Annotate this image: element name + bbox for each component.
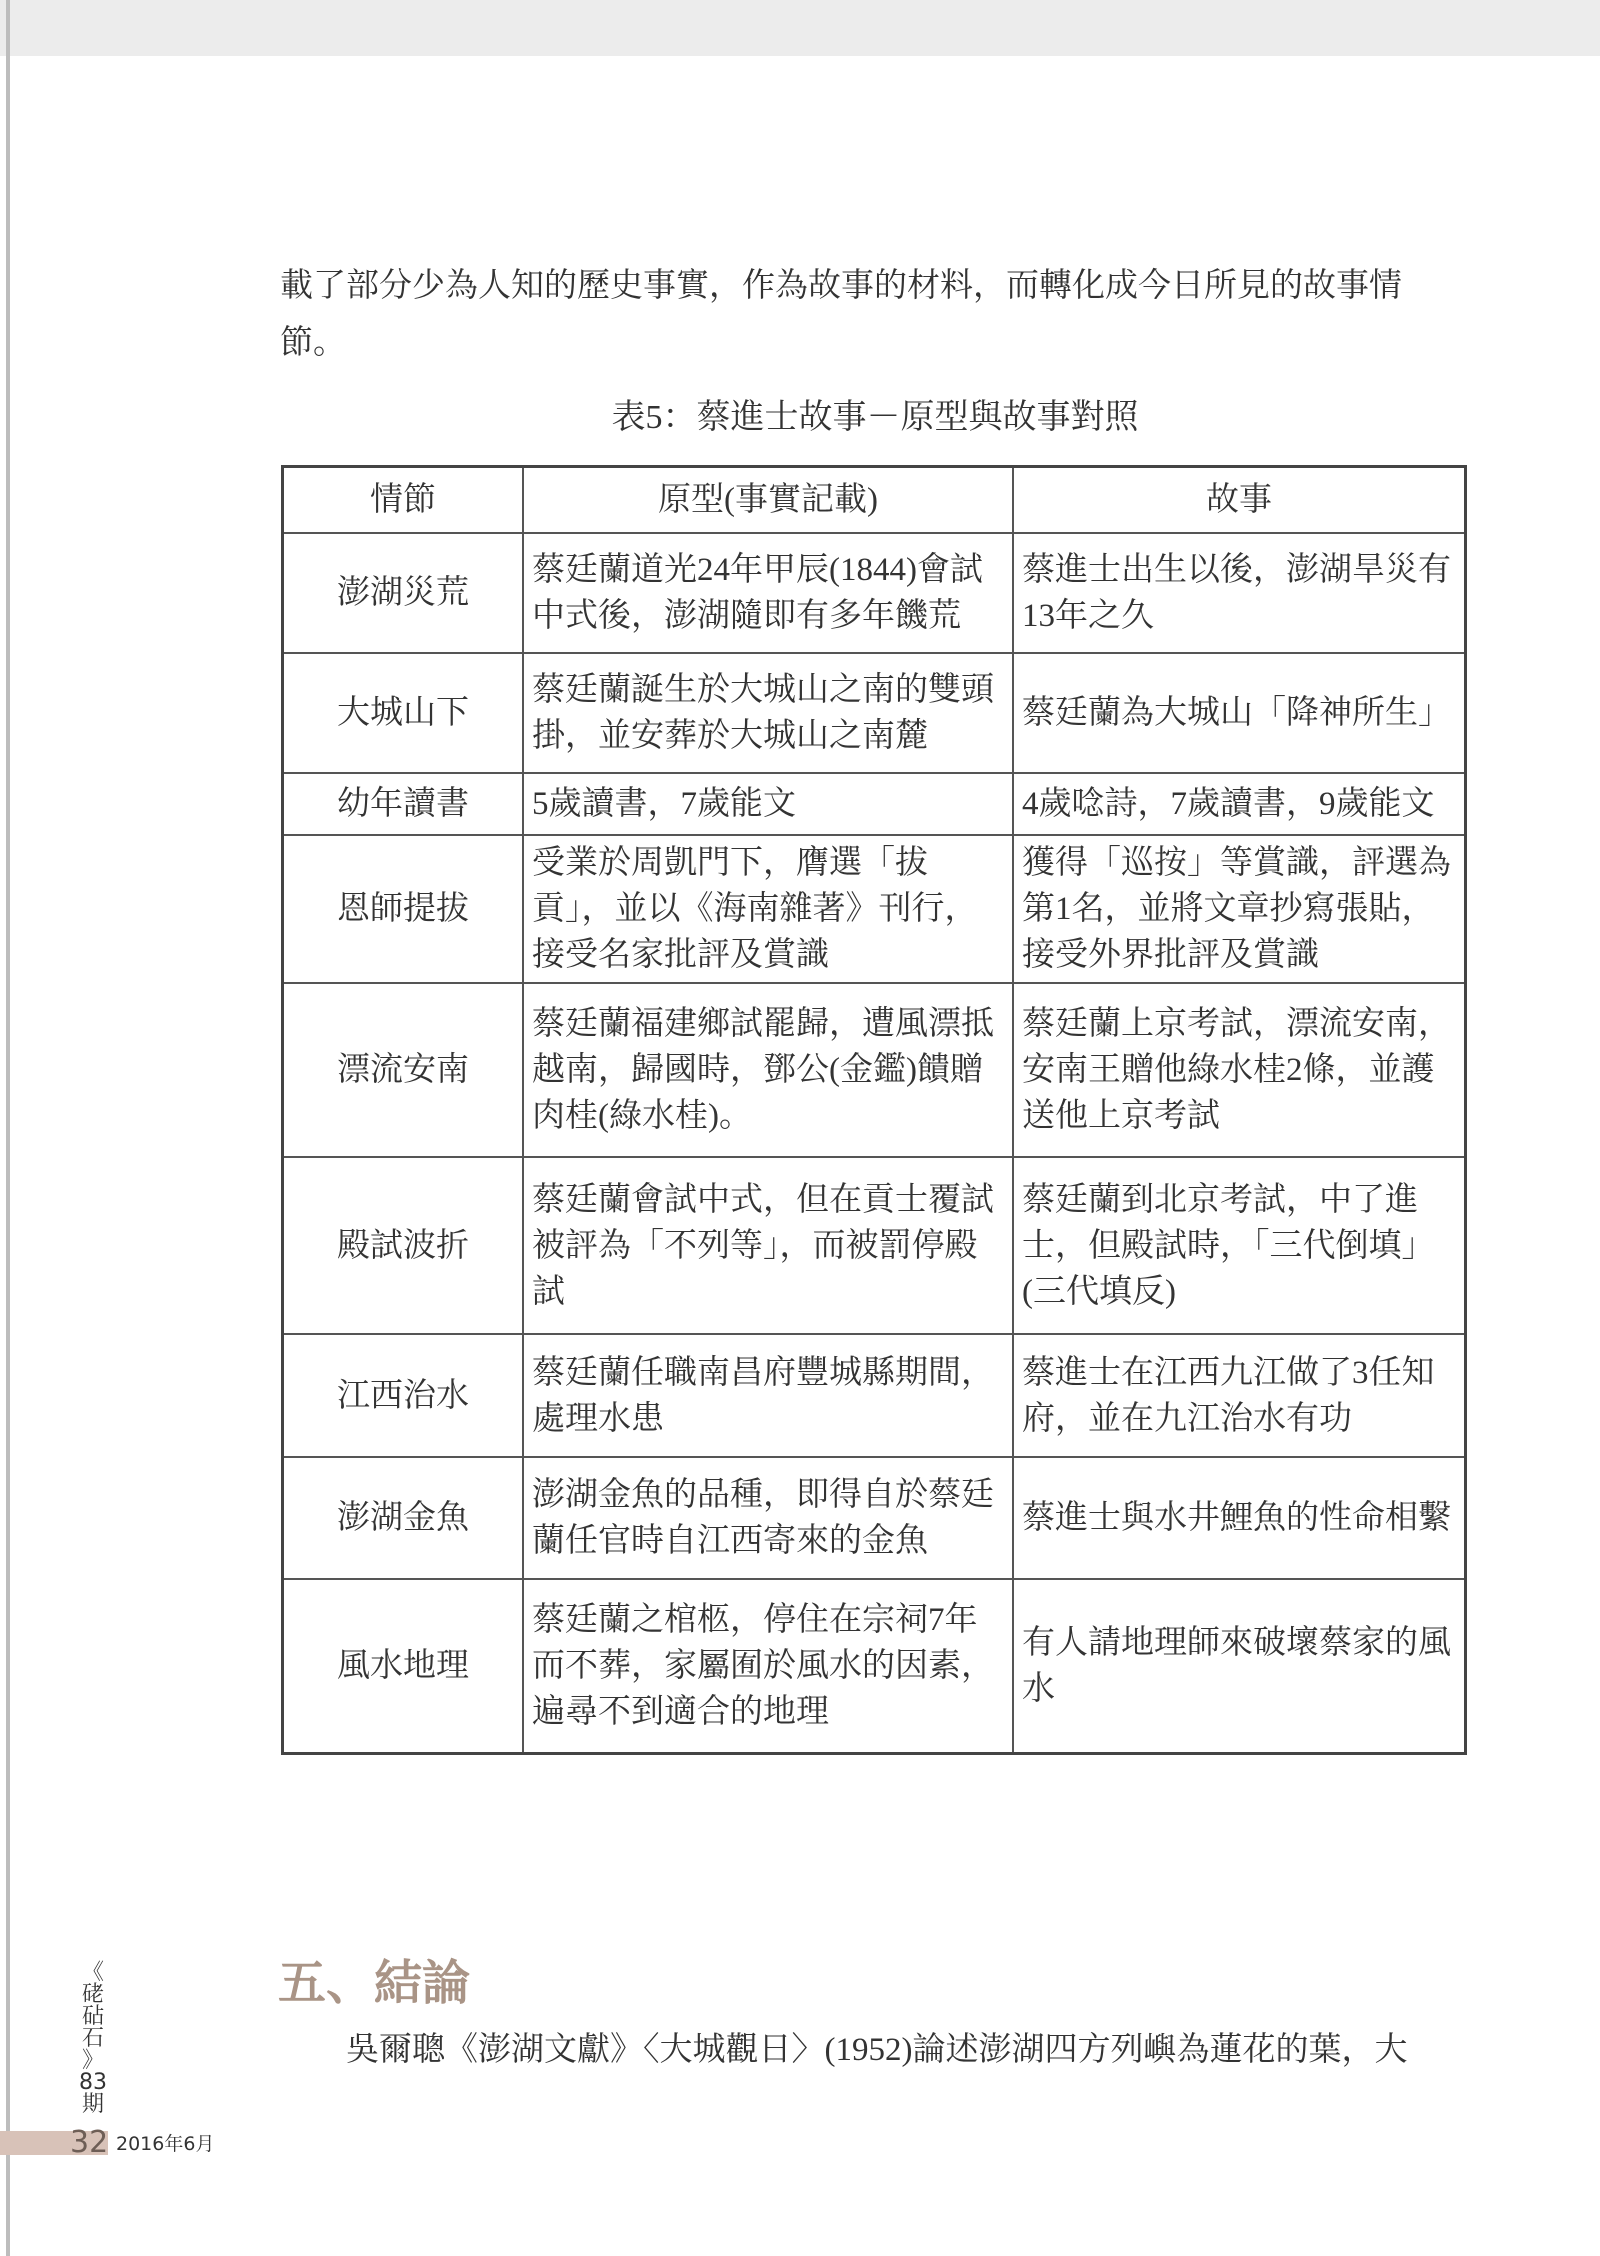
table-caption: 表5：蔡進士故事－原型與故事對照 bbox=[611, 399, 1139, 436]
vertical-char: 期 bbox=[81, 2092, 104, 2117]
cell-plot: 大城山下 bbox=[283, 653, 524, 773]
table-row bbox=[283, 653, 1466, 773]
scan-left-edge bbox=[6, 0, 10, 2256]
cell-prototype: 5歲讀書，7歲能文 bbox=[523, 773, 1013, 835]
vertical-char: 石 bbox=[81, 2026, 104, 2051]
table-row bbox=[283, 1157, 1466, 1334]
intro-line: 節。 bbox=[280, 325, 346, 361]
cell-story: 獲得「巡按」等賞識，評選為第1名，並將文章抄寫張貼，接受外界批評及賞識 bbox=[1013, 835, 1466, 983]
table-header-row bbox=[283, 467, 1466, 534]
section-heading: 五、結論 bbox=[278, 1955, 471, 2011]
cell-story: 有人請地理師來破壞蔡家的風水 bbox=[1013, 1579, 1466, 1753]
vertical-char: 》 bbox=[81, 2048, 104, 2073]
intro-paragraph bbox=[280, 258, 1480, 372]
cell-plot: 澎湖災荒 bbox=[283, 533, 524, 653]
journal-title-vertical bbox=[78, 1962, 108, 2116]
cell-prototype: 蔡廷蘭之棺柩，停住在宗祠7年而不葬，家屬囿於風水的因素，遍尋不到適合的地理 bbox=[523, 1579, 1013, 1753]
cell-plot: 殿試波折 bbox=[283, 1157, 524, 1334]
cell-plot: 幼年讀書 bbox=[283, 773, 524, 835]
intro-line: 載了部分少為人知的歷史事實，作為故事的材料，而轉化成今日所見的故事情 bbox=[280, 268, 1402, 304]
table-row bbox=[283, 533, 1466, 653]
cell-plot: 漂流安南 bbox=[283, 983, 524, 1157]
table-row bbox=[283, 983, 1466, 1157]
cell-story: 蔡進士與水井鯉魚的性命相繫 bbox=[1013, 1457, 1466, 1579]
cell-prototype: 蔡廷蘭道光24年甲辰(1844)會試中式後，澎湖隨即有多年饑荒 bbox=[523, 533, 1013, 653]
section-paragraph: 吳爾聰《澎湖文獻》〈大城觀日〉(1952)論述澎湖四方列嶼為蓮花的葉，大 bbox=[346, 2032, 1408, 2068]
vertical-char: 砧 bbox=[81, 2004, 104, 2029]
header-story: 故事 bbox=[1013, 467, 1466, 534]
table-row bbox=[283, 1457, 1466, 1579]
vertical-char: 《 bbox=[81, 1960, 104, 1985]
table-row bbox=[283, 1579, 1466, 1753]
cell-plot: 澎湖金魚 bbox=[283, 1457, 524, 1579]
scan-top-band bbox=[0, 0, 1600, 56]
cell-plot: 風水地理 bbox=[283, 1579, 524, 1753]
cell-prototype: 受業於周凱門下，膺選「拔貢」，並以《海南雜著》刊行，接受名家批評及賞識 bbox=[523, 835, 1013, 983]
cell-story: 蔡廷蘭到北京考試，中了進士，但殿試時，「三代倒填」(三代填反) bbox=[1013, 1157, 1466, 1334]
header-prototype: 原型(事實記載) bbox=[523, 467, 1013, 534]
table-row bbox=[283, 835, 1466, 983]
cell-prototype: 蔡廷蘭福建鄉試罷歸，遭風漂抵越南，歸國時，鄧公(金鑑)饋贈肉桂(綠水桂)。 bbox=[523, 983, 1013, 1157]
cell-prototype: 蔡廷蘭任職南昌府豐城縣期間，處理水患 bbox=[523, 1334, 1013, 1457]
cell-story: 蔡進士出生以後，澎湖旱災有13年之久 bbox=[1013, 533, 1466, 653]
cell-story: 蔡廷蘭上京考試，漂流安南，安南王贈他綠水桂2條，並護送他上京考試 bbox=[1013, 983, 1466, 1157]
cell-story: 蔡廷蘭為大城山「降神所生」 bbox=[1013, 653, 1466, 773]
cell-story: 蔡進士在江西九江做了3任知府，並在九江治水有功 bbox=[1013, 1334, 1466, 1457]
cell-prototype: 蔡廷蘭會試中式，但在貢士覆試被評為「不列等」，而被罰停殿試 bbox=[523, 1157, 1013, 1334]
header-plot: 情節 bbox=[283, 467, 524, 534]
table-row bbox=[283, 1334, 1466, 1457]
page-number: 32 bbox=[70, 2125, 109, 2160]
cell-plot: 江西治水 bbox=[283, 1334, 524, 1457]
cell-story: 4歲唸詩，7歲讀書，9歲能文 bbox=[1013, 773, 1466, 835]
comparison-table bbox=[281, 465, 1467, 1755]
vertical-char: 83 bbox=[79, 2070, 107, 2095]
cell-prototype: 蔡廷蘭誕生於大城山之南的雙頭掛，並安葬於大城山之南麓 bbox=[523, 653, 1013, 773]
vertical-char: 硓 bbox=[81, 1982, 104, 2007]
table-row bbox=[283, 773, 1466, 835]
cell-plot: 恩師提拔 bbox=[283, 835, 524, 983]
issue-date: 2016年6月 bbox=[116, 2133, 215, 2155]
cell-prototype: 澎湖金魚的品種，即得自於蔡廷蘭任官時自江西寄來的金魚 bbox=[523, 1457, 1013, 1579]
